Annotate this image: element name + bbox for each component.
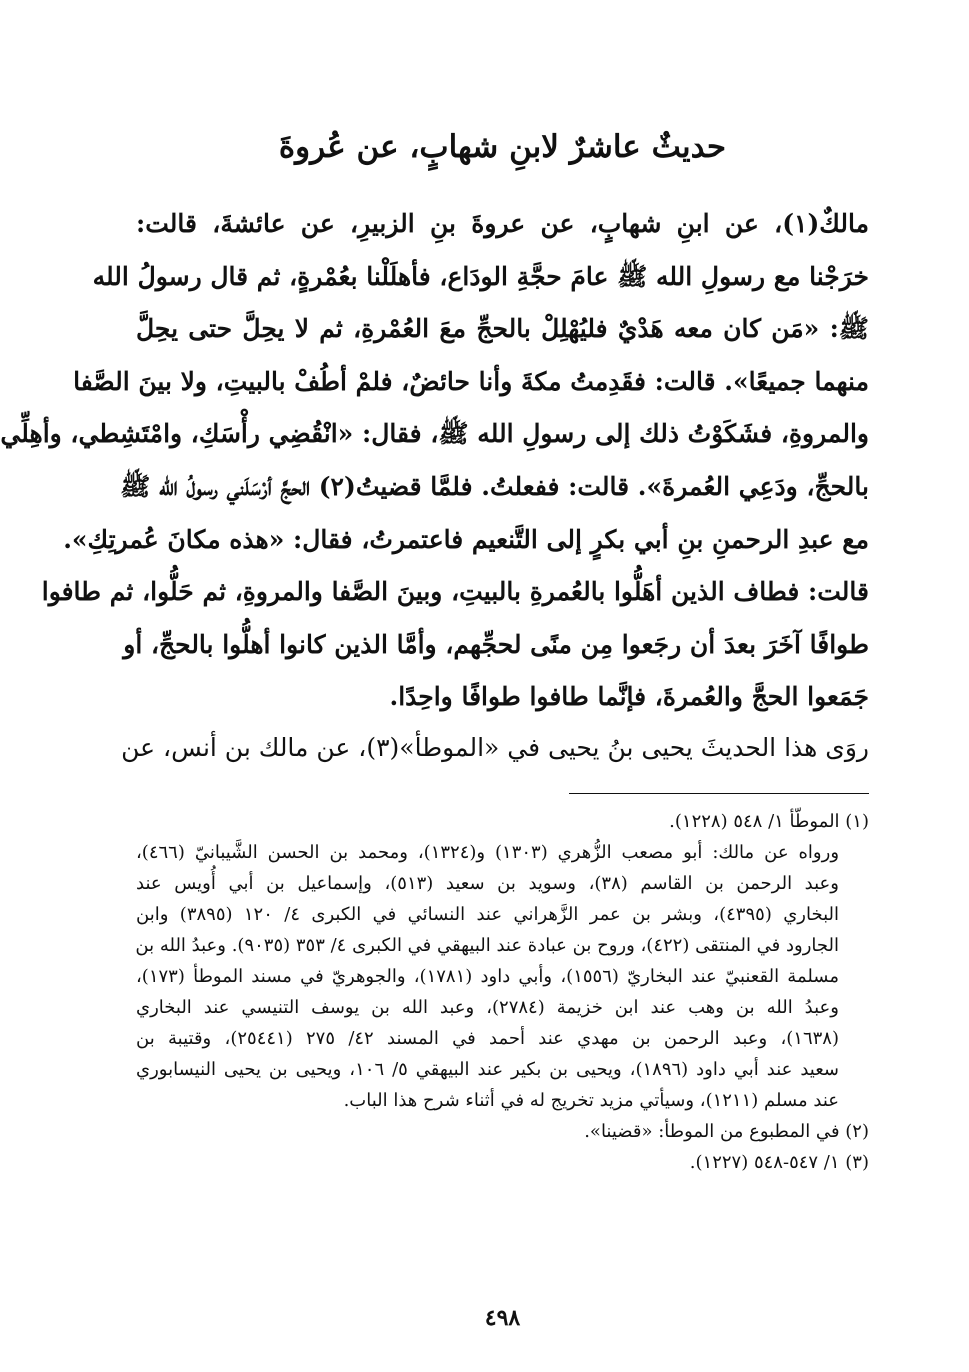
page-number: ٤٩٨ <box>484 1305 521 1331</box>
footnote-1-line: وعبدُ الله بن وهب عند ابن خزيمة (٢٧٨٤)، وعبد الله بن يوسف التنيسي عند البخاري <box>136 997 839 1018</box>
body-line: مع عبدِ الرحمنِ بنِ أبي بكرٍ إلى التَّنعيم فاعتمرتُ، فقال: «هذه مكانَ عُمرتِكِ». <box>63 524 869 554</box>
body-line: طوافًا آخَرَ بعدَ أن رجَعوا مِن منًى لحجِّهم، وأمَّا الذين كانوا أهلُّوا بالحجِّ، أو <box>123 629 869 659</box>
body-line: خرَجْنا مع رسولِ الله ﷺ عامَ حجَّةِ الودَاع، فأهلَلْنا بعُمْرةٍ، ثم قال رسولُ الله <box>92 261 869 291</box>
body-line: مالكٌ(١)، عن ابنِ شهابٍ، عن عروةَ بنِ الزبيرِ، عن عائشةَ، قالت: <box>136 209 869 238</box>
footnote-1-line: ورواه عن مالك: أبو مصعب الزُّهري (١٣٠٣) و(١٣٢٤)، ومحمد بن الحسن الشَّيبانيّ (٤٦٦)، <box>136 842 840 863</box>
hadith-body <box>0 198 869 724</box>
body-line: والمروةِ، فشَكَوْتُ ذلك إلى رسولِ الله ﷺ، فقال: «انْقُضِي رأْسَكِ، وامْتَشِطي، وأهِلِّي <box>0 419 869 449</box>
footnote-1-line: عند مسلم (١٢١١)، وسيأتي مزيد تخريج له في أثناء شرح هذا الباب. <box>343 1090 839 1111</box>
footnote-2: (٢) في المطبوع من الموطأ: «قضينا». <box>584 1121 869 1142</box>
footnote-1-line: الجارود في المنتقى (٤٢٢)، وروح بن عبادة عند البيهقي في الكبرى ٤/ ٣٥٣ (٩٠٣٥). وعبدُ الله بن <box>135 935 839 956</box>
body-line: بالحجِّ، ودَعِي العُمرةَ». قالت: ففعلتُ. فلمَّا قضيتُ(٢) الحجَّ أرْسَلَني رسولُ الله ﷺ <box>120 471 869 501</box>
body-line: جَمَعوا الحجَّ والعُمرةَ، فإنَّما طافوا طوافًا واحِدًا. <box>389 682 869 712</box>
footnote-1-head: (١) الموطّأ ١/ ٥٤٨ (١٢٢٨). <box>669 811 869 832</box>
chapter-heading: حديثٌ عاشرٌ لابنِ شهابٍ، عن عُروةَ <box>278 129 727 165</box>
body-line: منهما جميعًا». قالت: فقَدِمتُ مكةَ وأنا حائضٌ، فلمْ أطُفْ بالبيتِ، ولا بينَ الصَّفا <box>73 366 869 396</box>
footnotes <box>136 806 869 1178</box>
footnote-1-line: سعيد عند أبي داود (١٨٩٦)، ويحيى بن بكير عند البيهقي ٥/ ١٠٦، ويحيى بن يحيى النيسابوري <box>136 1059 839 1080</box>
body-line: ﷺ: «مَن كان معه هَدْيٌ فليُهْلِلْ بالحجِّ معَ العُمْرةِ، ثم لا يحِلَّ حتى يحِلَّ <box>136 314 869 344</box>
footnote-1-line: (١٦٣٨)، وعبد الرحمن بن مهدي عند أحمد في المسند ٤٢/ ٢٧٥ (٢٥٤٤١)، وقتيبة بن <box>136 1028 839 1049</box>
footnote-1-line: البخاري (٤٣٩٥)، وبشر بن عمر الزَّهراني عند النسائي في الكبرى ٤/ ١٢٠ (٣٨٩٥) وابن <box>136 904 840 925</box>
narration-line: روَى هذا الحديثَ يحيى بنُ يحيى في «الموطأ»(٣)، عن مالك بن أنس، عن <box>121 733 869 762</box>
footnote-3: (٣) ١/ ٥٤٧-٥٤٨ (١٢٢٧). <box>689 1152 869 1173</box>
body-line: قالت: فطاف الذين أهَلُّوا بالعُمرةِ بالبيتِ، وبينَ الصَّفا والمروةِ، ثم حَلُّوا، ثم طافوا <box>41 577 869 607</box>
footnote-divider <box>569 793 869 794</box>
footnote-1-line: مسلمة القعنبيّ عند البخاريّ (١٥٥٦)، وأبي داود (١٧٨١)، والجوهريّ في مسند الموطأ (١٧٣)، <box>136 966 840 987</box>
footnote-1-line: وعبد الرحمن بن القاسم (٣٨)، وسويد بن سعيد (٥١٣)، وإسماعيل بن أبي أُويس عند <box>136 873 839 894</box>
